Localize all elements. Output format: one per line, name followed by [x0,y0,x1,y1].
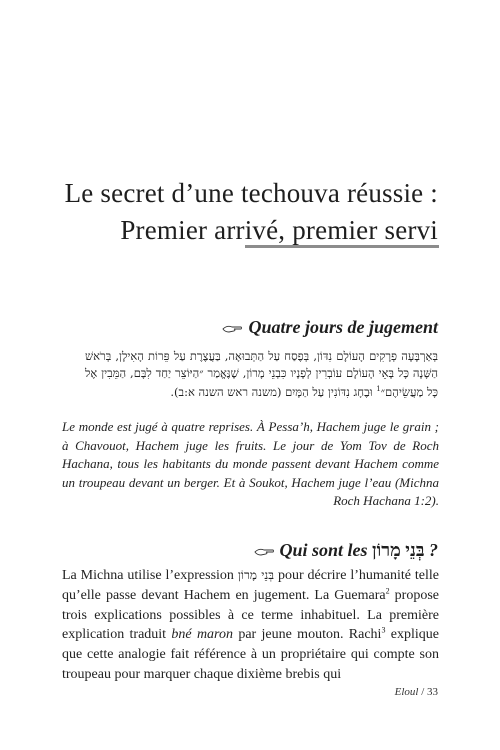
mishna-hebrew: בְּאַרְבָּעָה פְרָקִים הָעוֹלָם נִדּוֹן, בְּפֶסַח עַל הַתְּבוּאָה, בַּעֲצֶרֶת עַל פֵּרוֹת הָאִילָן, בְּרֹאשׁ הַשָּׁנָה כָּל בָּאֵי הָעוֹלָם עוֹבְרִין לְפָנָיו כִּבְנֵי מָרוֹן, שֶׁנֶּאֱמַר ״הַיּוֹצֵר יַחַד לִבָּם, הַמֵּבִין אֶל כָּל מַעֲשֵׂיהֶם״$^1$ וּבֶחָג נִדּוֹנִין עַל הַמָּיִם (משנה ראש השנה א:ב). [85,349,438,399]
footnote-ref: 3 [381,625,386,635]
chapter-title [65,175,438,249]
hebrew-term: בְּנֵי מָרוֹן [372,540,425,560]
section-heading-quatre-jours [222,317,438,339]
page-number: 33 [427,686,438,698]
hand-pointing-icon [222,318,242,339]
mishna-translation: Le monde est jugé à quatre reprises. À Pessa’h, Hachem juge le grain ; à Chavouot, Hachem juge les fruits. Le jour de Yom Tov de Roch Hachana, tous les habitants du monde passent devant Hachem comme un troupeau devant un berger. Et à Soukot, Hachem juge l’eau (Michna Roch Hachana 1:2). [62,419,439,508]
footnote-ref: 2 [385,586,390,596]
hand-pointing-icon [254,541,274,562]
title-line-2: Premier arrivé, premier servi [120,215,438,245]
page-footer: Eloul / 33 [394,686,438,698]
title-divider [245,245,439,248]
section-heading-text: Quatre jours de jugement [248,317,438,337]
title-line-1: Le secret d’une techouva réussie : [64,178,438,208]
running-footer-title: Eloul [394,686,419,698]
section-heading-bne-maron: Qui sont les בְּנֵי מָרוֹן ? [254,540,438,562]
footnote-ref: 1 [376,385,381,393]
body-paragraph: La Michna utilise l’expression בְּנֵי מָרוֹן pour décrire l’humanité telle qu’elle passe devant Hachem en jugement. La Guemara$^2$ propose trois explications possibles à ce terme inhabituel. La première explication traduit bné maron par jeune mouton. Rachi$^3$ explique que cette analogie fait référence à un propriétaire qui compte son troupeau pour marquer chaque dixième brebis qui [62,568,439,682]
hebrew-term: בְּנֵי מָרוֹן [237,568,275,582]
